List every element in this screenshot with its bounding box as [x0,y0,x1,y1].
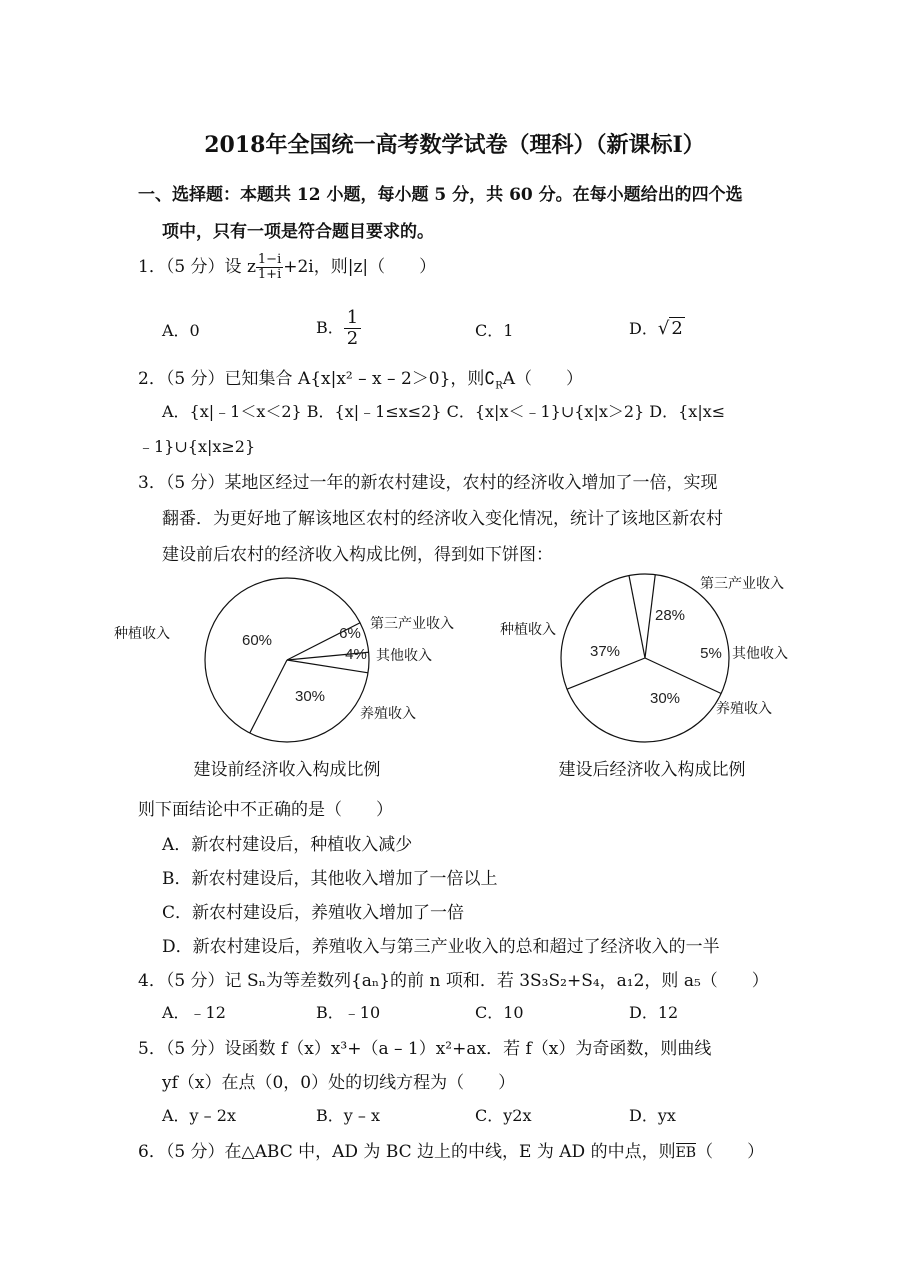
q1-prefix: 1．（5 分）设 z [138,257,256,277]
question-4: 4．（5 分）记 Sₙ为等差数列{aₙ}的前 n 项和．若 3S₃S₂+S₄，a₁2，则 a₅（ ） [138,971,769,991]
category-label-养殖收入: 养殖收入 [716,700,772,716]
slice-label-养殖收入: 30% [649,690,681,707]
pie-chart-title: 建设后经济收入构成比例 [558,760,746,779]
question-3-line3: 建设前后农村的经济收入构成比例，得到如下饼图： [162,545,553,565]
sqrt-symbol: √ 2 [657,318,683,339]
q1-suffix: +2i，则|z|（ ） [283,257,437,277]
category-label-种植收入: 种植收入 [114,625,170,641]
q3-option-a: A．新农村建设后，种植收入减少 [162,835,413,855]
section-heading-cont: 项中，只有一项是符合题目要求的。 [162,222,434,242]
q4-option-d: D．12 [629,1003,679,1022]
slice-label-第三产业收入: 28% [654,607,686,624]
q6-stem: 6．（5 分）在△ABC 中，AD 为 BC 边上的中线，E 为 AD 的中点，则 [138,1142,676,1162]
slice-label-第三产业收入: 6% [339,625,361,642]
pie-chart-after [500,574,788,779]
q5-option-b: B．y – x [316,1106,380,1125]
q1-option-b [316,308,361,349]
question-2 [138,364,583,391]
q4-option-a: A．﹣12 [162,1003,226,1022]
q2-subscript: R [495,380,503,392]
category-label-养殖收入: 养殖收入 [360,705,416,721]
pie-chart-before [114,578,454,779]
q2-options-cont: ﹣1}∪{x|x≥2} [138,437,256,456]
q2-options: A．{x|﹣1＜x＜2} B．{x|﹣1≤x≤2} C．{x|x＜﹣1}∪{x|x＞2} D．{x|x≤ [162,402,726,421]
slice-label-种植收入: 37% [589,643,621,660]
q1-b-den: 2 [346,328,359,349]
question-3-prompt: 则下面结论中不正确的是（ ） [138,800,393,820]
slice-label-其他收入: 5% [700,645,722,662]
question-5: 5．（5 分）设函数 f（x）x³+（a – 1）x²+ax．若 f（x）为奇函数，则曲线 [138,1039,712,1059]
slice-label-其他收入: 4% [345,646,367,663]
q5-option-c: C．y2x [475,1106,532,1125]
category-label-第三产业收入: 第三产业收入 [700,575,784,591]
slice-label-养殖收入: 30% [294,688,326,705]
vector-eb: EB [675,1145,697,1161]
q4-option-b: B．﹣10 [316,1003,381,1022]
q3-option-d: D．新农村建设后，养殖收入与第三产业收入的总和超过了经济收入的一半 [162,937,720,957]
page-title: 2018年全国统一高考数学试卷（理科）（新课标Ⅰ） [204,132,705,158]
category-label-其他收入: 其他收入 [376,647,432,663]
question-5-line2: yf（x）在点（0，0）处的切线方程为（ ） [162,1073,516,1093]
category-label-种植收入: 种植收入 [500,621,556,637]
q1-b-num: 1 [344,308,361,329]
q1-d-radical: 2 [671,318,683,339]
q1-option-b-label: B． [316,318,344,337]
q2-stem-end: A（ ） [502,369,584,389]
category-label-第三产业收入: 第三产业收入 [370,615,454,631]
q1-fraction [256,253,283,282]
question-3-line2: 翻番．为更好地了解该地区农村的经济收入变化情况，统计了该地区新农村 [162,509,723,529]
question-6 [138,1137,764,1162]
q1-frac-num: 1−i [257,252,282,267]
q3-option-b: B．新农村建设后，其他收入增加了一倍以上 [162,869,498,889]
question-3: 3．（5 分）某地区经过一年的新农村建设，农村的经济收入增加了一倍，实现 [138,473,718,493]
q2-stem: 2．（5 分）已知集合 A{x|x² – x – 2＞0}，则∁ [138,369,496,389]
q1-option-b-fraction [344,308,361,349]
question-1 [138,252,436,282]
q5-option-a: A．y – 2x [162,1106,236,1125]
q1-option-c: C．1 [475,321,514,340]
q6-end: （ ） [696,1142,765,1162]
q4-option-c: C．10 [475,1003,524,1022]
q1-option-d [629,316,685,339]
q1-option-a: A．0 [162,321,200,340]
category-label-其他收入: 其他收入 [732,645,788,661]
pie-chart-title: 建设前经济收入构成比例 [193,760,381,779]
q5-option-d: D．yx [629,1106,676,1125]
q1-frac-den: 1+i [257,267,282,282]
q1-option-d-label: D． [629,319,658,338]
pie-charts [114,570,830,795]
slice-label-种植收入: 60% [241,632,273,649]
section-heading: 一、选择题：本题共 12 小题，每小题 5 分，共 60 分。在每小题给出的四个选 [138,185,743,205]
q3-option-c: C．新农村建设后，养殖收入增加了一倍 [162,903,465,923]
